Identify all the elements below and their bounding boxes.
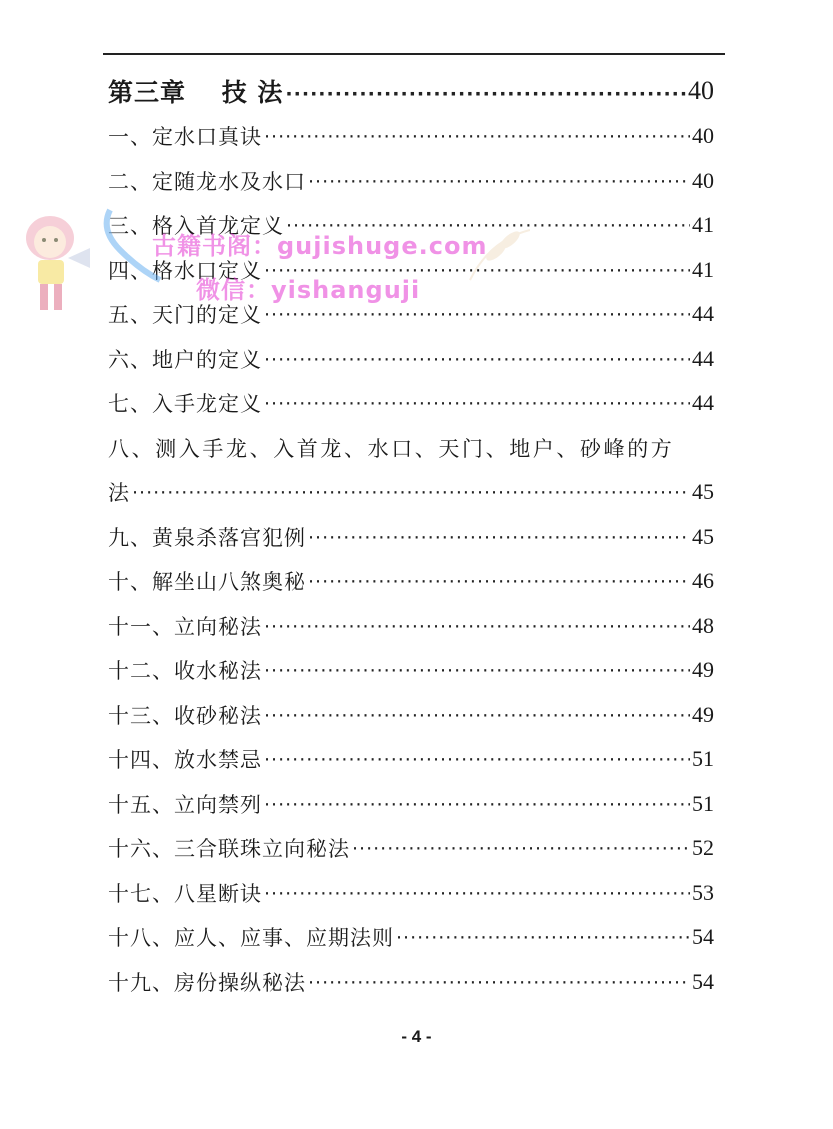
toc-entry-label: 十二、收水秘法 <box>108 659 262 684</box>
toc-entry[interactable] <box>108 826 714 871</box>
toc-entry-label: 十一、立向秘法 <box>108 614 262 639</box>
toc-entry-label: 四、格水口定义 <box>108 258 262 283</box>
chapter-page: 40 <box>688 76 714 105</box>
toc-entry-label: 三、格入首龙定义 <box>108 214 284 239</box>
leader-dots <box>264 347 690 371</box>
leader-dots <box>308 525 690 549</box>
toc-entry-label: 十七、八星断诀 <box>108 881 262 906</box>
toc-entry-page: 54 <box>692 968 714 994</box>
toc-entry[interactable] <box>108 559 714 604</box>
toc-entry-page: 41 <box>692 212 714 238</box>
toc-chapter-heading[interactable] <box>108 68 714 114</box>
toc-entry-page: 44 <box>692 390 714 416</box>
toc-entry-label: 一、定水口真诀 <box>108 125 262 150</box>
toc-entry[interactable] <box>108 871 714 916</box>
header-rule <box>103 53 725 55</box>
toc-entry-wrapped-line[interactable] <box>108 426 714 471</box>
toc-entry-page: 51 <box>692 746 714 772</box>
leader-dots <box>264 792 690 816</box>
toc-entry-page: 44 <box>692 301 714 327</box>
leader-dots <box>264 703 690 727</box>
toc-entry-page: 45 <box>692 479 714 505</box>
toc-entry-page: 41 <box>692 256 714 282</box>
page-number: - 4 - <box>401 1027 432 1046</box>
toc-entry-page: 40 <box>692 123 714 149</box>
toc-entry-label: 十三、收砂秘法 <box>108 703 262 728</box>
toc-entry-label: 六、地户的定义 <box>108 347 262 372</box>
leader-dots <box>264 881 690 905</box>
leader-dots <box>264 747 690 771</box>
toc-entry[interactable] <box>108 648 714 693</box>
toc-entry[interactable] <box>108 782 714 827</box>
toc-entry-page: 44 <box>692 345 714 371</box>
toc-entry-page: 46 <box>692 568 714 594</box>
toc-entry-page: 53 <box>692 879 714 905</box>
toc-entry[interactable] <box>108 960 714 1005</box>
leader-dots <box>264 614 690 638</box>
leader-dots <box>308 569 690 593</box>
toc-entry[interactable] <box>108 159 714 204</box>
toc-entry-label: 十八、应人、应事、应期法则 <box>108 926 394 951</box>
leader-dots <box>396 925 690 949</box>
toc-entry[interactable] <box>108 693 714 738</box>
chapter-title: 第三章 技 法 <box>108 78 284 107</box>
toc-entry-label: 七、入手龙定义 <box>108 392 262 417</box>
watermark-wechat-text: 微信：yishanguji <box>196 276 421 304</box>
toc-entry[interactable] <box>108 737 714 782</box>
toc-entry-label: 十四、放水禁忌 <box>108 748 262 773</box>
toc-entry-page: 45 <box>692 523 714 549</box>
leader-dots <box>264 391 690 415</box>
toc-entry-label: 十、解坐山八煞奥秘 <box>108 570 306 595</box>
leader-dots <box>285 77 686 106</box>
leader-dots <box>308 169 690 193</box>
toc-entry-page: 52 <box>692 835 714 861</box>
toc-entry[interactable] <box>108 604 714 649</box>
leader-dots <box>352 836 690 860</box>
toc-entry-label: 十五、立向禁列 <box>108 792 262 817</box>
toc-entry-page: 40 <box>692 167 714 193</box>
toc-entry[interactable] <box>108 381 714 426</box>
toc-entry-label: 法 <box>108 481 130 506</box>
leader-dots <box>308 970 690 994</box>
toc-entry-label: 十六、三合联珠立向秘法 <box>108 837 350 862</box>
toc-entry-label: 五、天门的定义 <box>108 303 262 328</box>
toc-entry-label: 二、定随龙水及水口 <box>108 169 306 194</box>
toc-entry[interactable] <box>108 470 714 515</box>
toc-entry-page: 51 <box>692 790 714 816</box>
toc-entry[interactable] <box>108 515 714 560</box>
leader-dots <box>132 480 690 504</box>
leader-dots <box>264 658 690 682</box>
toc-entry[interactable] <box>108 915 714 960</box>
toc-entry-page: 54 <box>692 924 714 950</box>
toc-entry-label: 九、黄泉杀落宫犯例 <box>108 525 306 550</box>
toc-entry-label: 八、测入手龙、入首龙、水口、天门、地户、砂峰的方 <box>108 436 675 461</box>
toc-entry[interactable] <box>108 337 714 382</box>
toc-entry[interactable] <box>108 114 714 159</box>
toc-entry-page: 49 <box>692 657 714 683</box>
leader-dots <box>264 124 690 148</box>
watermark-site-text: 古籍书阁：gujishuge.com <box>152 232 488 260</box>
toc-entry-label: 十九、房份操纵秘法 <box>108 970 306 995</box>
toc-entry-page: 49 <box>692 701 714 727</box>
toc-entry-page: 48 <box>692 612 714 638</box>
